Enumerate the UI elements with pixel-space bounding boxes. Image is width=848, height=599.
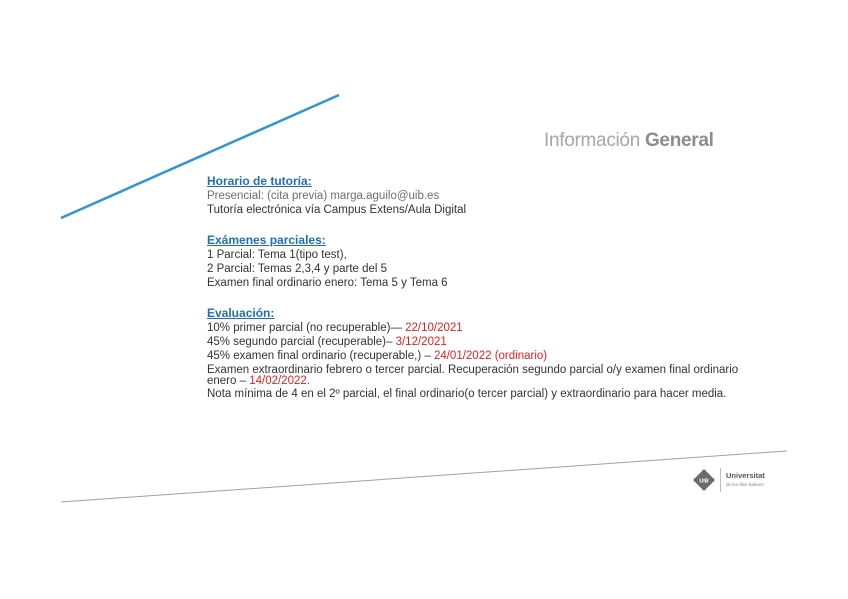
evaluacion-line [207,365,752,387]
section-heading: Evaluación: [207,306,275,320]
section-evaluacion [207,306,752,400]
uib-mark-text: UIB [699,478,709,485]
evaluacion-line [207,349,752,363]
evaluacion-after: . [306,375,310,387]
info-content [207,174,752,416]
evaluacion-date: 14/02/2022 [249,375,307,387]
section-tutoria [207,174,752,217]
tutoria-line: Tutoría electrónica vía Campus Extens/Aula Digital [207,204,467,216]
evaluacion-date: 24/01/2022 (ordinario) [433,350,548,362]
title-bold: General [644,130,714,151]
evaluacion-text: Nota mínima de 4 en el 2º parcial, el final ordinario(o tercer parcial) y extraordinario para hacer media. [207,388,727,400]
evaluacion-line [207,335,752,349]
gray-divider-line [61,451,787,502]
evaluacion-text: 45% examen final ordinario (recuperable,) – [207,350,434,362]
page-title [544,130,714,152]
evaluacion-date: 3/12/2021 [395,336,447,348]
tutoria-line: Presencial: (cita previa) marga.aguilo@uib.es [207,190,440,202]
uib-logo [693,467,783,493]
evaluacion-date: 22/10/2021 [405,322,463,334]
examen-line: 1 Parcial: Tema 1(tipo test), [207,249,347,261]
examen-line: Examen final ordinario enero: Tema 5 y Tema 6 [207,277,448,289]
section-heading: Horario de tutoría: [207,174,312,188]
uib-emblem-icon [693,469,715,491]
logo-subtitle: de les Illes Balears [726,481,764,487]
section-examenes [207,233,752,290]
title-light: Información [544,130,640,151]
evaluacion-text: Examen extraordinario febrero o tercer parcial. Recuperación segundo parcial o/y examen final ordinario enero – [207,364,739,387]
evaluacion-text: 45% segundo parcial (recuperable)– [207,336,396,348]
logo-text [726,472,765,489]
logo-separator [720,468,721,492]
evaluacion-line [207,321,752,335]
evaluacion-line [207,389,752,400]
examen-line: 2 Parcial: Temas 2,3,4 y parte del 5 [207,263,388,275]
evaluacion-text: 10% primer parcial (no recuperable)— [207,322,406,334]
section-heading: Exámenes parciales: [207,233,326,247]
logo-name: Universitat [726,470,765,480]
